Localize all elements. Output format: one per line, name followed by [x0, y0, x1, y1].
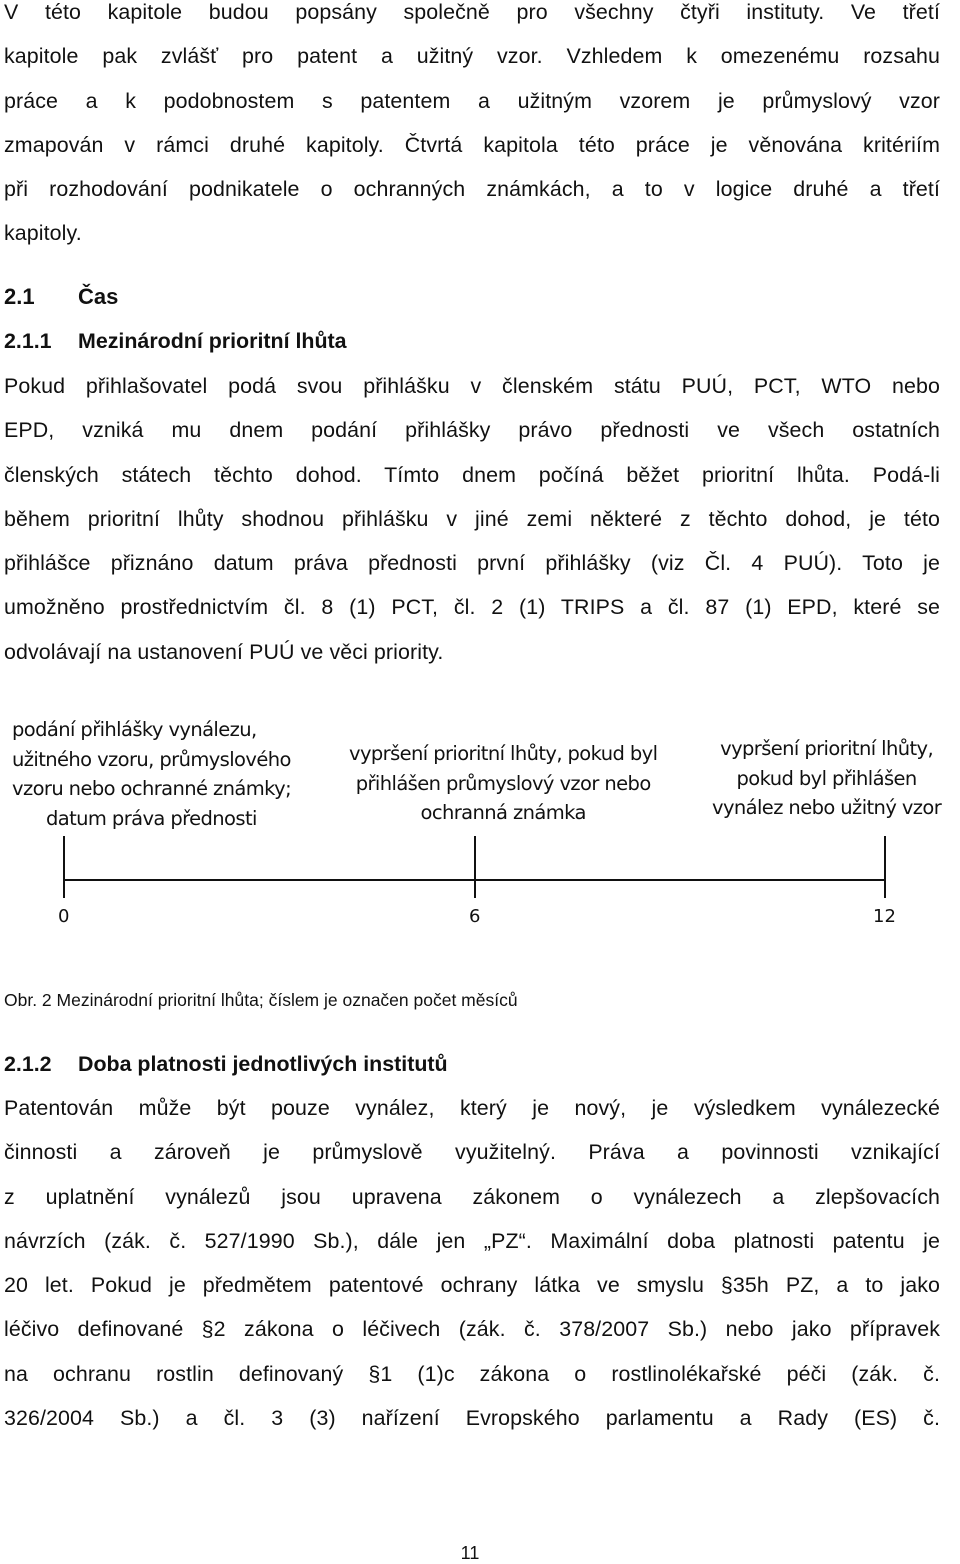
paragraph-line: 326/2004 Sb.) a čl. 3 (3) nařízení Evropského parlamentu a Rady (ES) č.	[4, 1406, 940, 1431]
section-title: Mezinárodní prioritní lhůta	[78, 329, 347, 353]
intro-line: kapitoly.	[4, 221, 82, 246]
paragraph-line: z uplatnění vynálezů jsou upravena zákonem o vynálezech a zlepšovacích	[4, 1184, 940, 1209]
intro-line: práce a k podobnostem s patentem a užitným vzorem je průmyslový vzor	[4, 88, 940, 113]
section-number: 2.1	[4, 284, 35, 309]
priority-timeline-figure	[0, 700, 960, 940]
timeline-tick-label-6: 6	[469, 906, 481, 927]
paragraph-line: EPD, vzniká mu dnem podání přihlášky právo přednosti ve všech ostatních	[4, 418, 940, 443]
validity-paragraph	[4, 1086, 940, 1440]
paragraph-line: během prioritní lhůty shodnou přihlášku v jiné zemi některé z těchto dohod, je této	[4, 506, 940, 531]
paragraph-line: Pokud přihlašovatel podá svou přihlášku v členském státu PUÚ, PCT, WTO nebo	[4, 374, 940, 398]
timeline-label-line: vzoru nebo ochranné známky;	[12, 777, 292, 800]
section-heading-2-1-2	[4, 1052, 448, 1077]
intro-line: kapitole pak zvlášť pro patent a užitný vzor. Vzhledem k omezenému rozsahu	[4, 44, 940, 69]
intro-line: při rozhodování podnikatele o ochranných známkách, a to v logice druhé a třetí	[4, 177, 940, 202]
intro-line: zmapován v rámci druhé kapitoly. Čtvrtá kapitola této práce je věnována kritériím	[4, 132, 940, 157]
paragraph-line: 20 let. Pokud je předmětem patentové ochrany látka ve smyslu §35h PZ, a to jako	[4, 1273, 940, 1298]
timeline-label-line: vypršení prioritní lhůty, pokud byl	[349, 742, 658, 765]
paragraph-line: na ochranu rostlin definovaný §1 (1)c zákona o rostlinolékařské péči (zák. č.	[4, 1361, 940, 1386]
timeline-label-line: vynález nebo užitný vzor	[712, 796, 942, 819]
timeline-label-line: vypršení prioritní lhůty,	[720, 737, 934, 760]
section-title: Čas	[78, 284, 119, 309]
section-heading-2-1	[4, 284, 118, 310]
paragraph-line: léčivo definované §2 zákona o léčivech (zák. č. 378/2007 Sb.) nebo jako přípravek	[4, 1317, 940, 1342]
page-number: 11	[460, 1543, 480, 1563]
paragraph-line: členských státech těchto dohod. Tímto dnem počíná běžet prioritní lhůta. Podá-li	[4, 462, 940, 487]
section-number: 2.1.1	[4, 329, 52, 353]
priority-paragraph	[4, 364, 940, 674]
timeline-label-line: ochranná známka	[420, 801, 586, 824]
paragraph-line: návrzích (zák. č. 527/1990 Sb.), dále jen „PZ“. Maximální doba platnosti patentu je	[4, 1228, 940, 1253]
timeline-label-line: užitného vzoru, průmyslového	[12, 747, 291, 771]
timeline-axis	[0, 700, 960, 940]
intro-line: V této kapitole budou popsány společně pro všechny čtyři instituty. Ve třetí	[4, 0, 940, 24]
intro-paragraph	[4, 0, 940, 256]
paragraph-line: odvolávají na ustanovení PUÚ ve věci priority.	[4, 639, 444, 664]
timeline-label-line: přihlášen průmyslový vzor nebo	[355, 771, 651, 795]
paragraph-line: umožněno prostřednictvím čl. 8 (1) PCT, čl. 2 (1) TRIPS a čl. 87 (1) EPD, které se	[4, 595, 940, 620]
section-heading-2-1-1	[4, 329, 347, 354]
section-title: Doba platnosti jednotlivých institutů	[78, 1052, 448, 1076]
paragraph-line: přihlášce přiznáno datum práva přednosti první přihlášky (viz Čl. 4 PUÚ). Toto je	[4, 551, 940, 576]
timeline-label-line: pokud byl přihlášen	[736, 766, 917, 790]
timeline-label-line: podání přihlášky vynálezu,	[12, 718, 257, 741]
figure-caption: Obr. 2 Mezinárodní prioritní lhůta; číslem je označen počet měsíců	[4, 990, 518, 1010]
timeline-tick-label-0: 0	[58, 906, 70, 927]
paragraph-line: Patentován může být pouze vynález, který je nový, je výsledkem vynálezecké	[4, 1096, 940, 1120]
timeline-label-line: datum práva přednosti	[46, 806, 257, 830]
paragraph-line: činnosti a zároveň je průmyslově využitelný. Práva a povinnosti vznikající	[4, 1140, 940, 1165]
timeline-tick-label-12: 12	[873, 906, 896, 927]
section-number: 2.1.2	[4, 1052, 52, 1076]
